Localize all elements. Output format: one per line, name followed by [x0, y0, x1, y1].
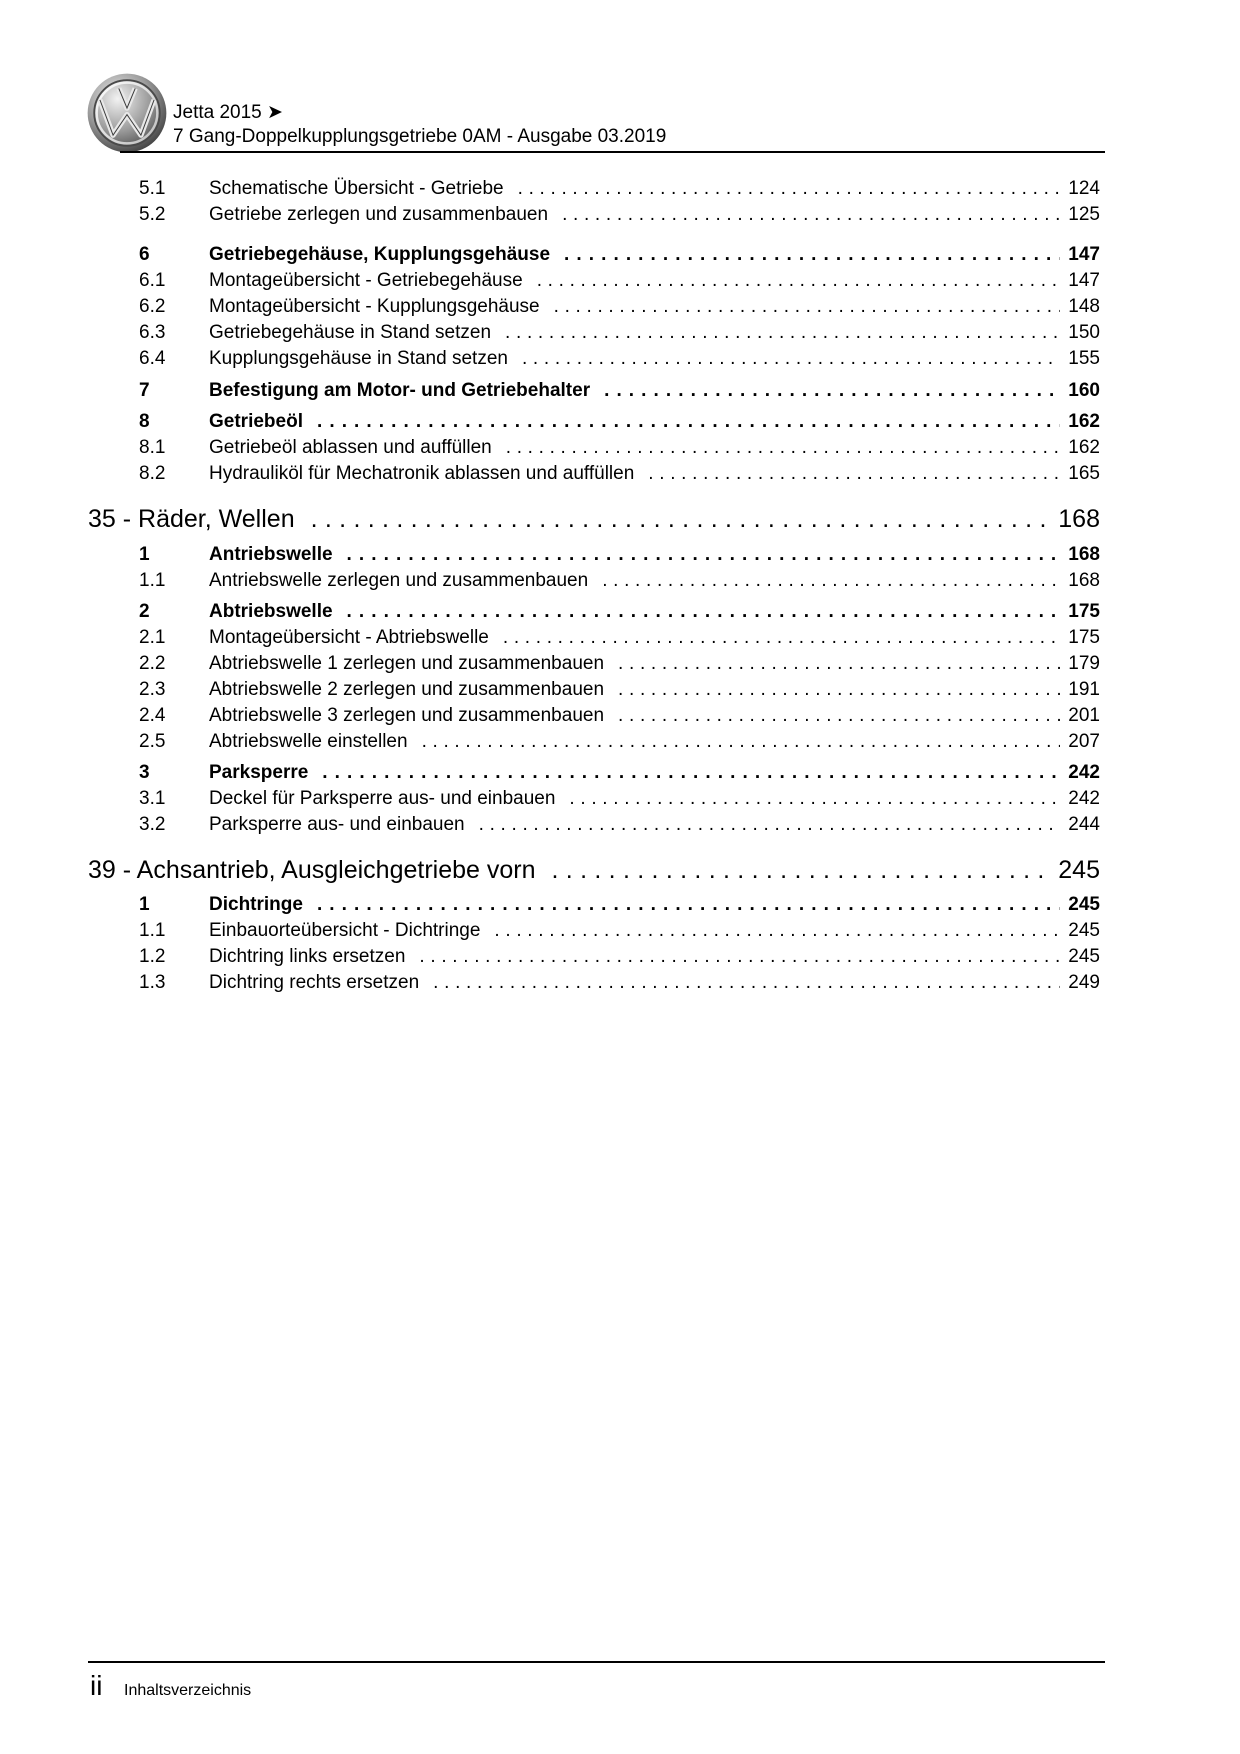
toc-entry-title: Einbauorteübersicht - Dichtringe — [209, 920, 481, 941]
toc-entry-title: Schematische Übersicht - Getriebe — [209, 178, 504, 199]
toc-subsection-entry[interactable] — [139, 972, 1100, 994]
footer-label: Inhaltsverzeichnis — [124, 1682, 252, 1699]
toc-subsection-entry[interactable] — [139, 920, 1100, 942]
toc-entry-title: Getriebeöl — [209, 411, 303, 432]
toc-dot-leader — [522, 348, 1060, 370]
toc-entry-title: Abtriebswelle 3 zerlegen und zusammenbauen — [209, 705, 605, 726]
toc-entry-title: 39 - Achsantrieb, Ausgleichgetriebe vorn — [88, 856, 536, 884]
toc-entry-page: 175 — [1068, 601, 1100, 622]
toc-entry-title: Parksperre aus- und einbauen — [209, 814, 465, 835]
toc-dot-leader — [505, 322, 1060, 344]
toc-dot-leader — [347, 601, 1061, 623]
toc-entry-number: 2 — [139, 601, 150, 622]
toc-entry-title: 35 - Räder, Wellen — [88, 505, 295, 533]
document-subtitle: 7 Gang-Doppelkupplungsgetriebe 0AM - Ausgabe 03.2019 — [173, 126, 667, 147]
toc-entry-number: 1 — [139, 544, 150, 565]
toc-subsection-entry[interactable] — [139, 322, 1100, 344]
toc-dot-leader — [604, 380, 1060, 402]
toc-entry-page: 155 — [1068, 348, 1100, 369]
toc-entry-number: 3.2 — [139, 814, 166, 835]
toc-dot-leader — [311, 505, 1055, 534]
toc-section-entry[interactable] — [139, 411, 1100, 433]
toc-subsection-entry[interactable] — [139, 627, 1100, 649]
toc-section-entry[interactable] — [139, 762, 1100, 784]
toc-entry-title: Abtriebswelle einstellen — [209, 731, 408, 752]
toc-subsection-entry[interactable] — [139, 705, 1100, 727]
toc-entry-title: Antriebswelle zerlegen und zusammenbauen — [209, 570, 589, 591]
toc-subsection-entry[interactable] — [139, 270, 1100, 292]
toc-dot-leader — [317, 411, 1060, 433]
toc-dot-leader — [569, 788, 1060, 810]
page-number: ii — [90, 1670, 103, 1701]
toc-entry-page: 242 — [1068, 762, 1100, 783]
toc-dot-leader — [648, 463, 1060, 485]
toc-entry-title: Abtriebswelle — [209, 601, 333, 622]
toc-entry-page: 168 — [1068, 570, 1100, 591]
toc-entry-page: 162 — [1068, 437, 1100, 458]
toc-entry-page: 162 — [1068, 411, 1100, 432]
toc-entry-number: 5.1 — [139, 178, 166, 199]
toc-entry-title: Parksperre — [209, 762, 309, 783]
toc-entry-number: 2.3 — [139, 679, 166, 700]
toc-subsection-entry[interactable] — [139, 463, 1100, 485]
toc-subsection-entry[interactable] — [139, 178, 1100, 200]
toc-section-entry[interactable] — [139, 244, 1100, 266]
toc-entry-page: 245 — [1068, 894, 1100, 915]
toc-entry-title: Hydrauliköl für Mechatronik ablassen und auffüllen — [209, 463, 635, 484]
toc-subsection-entry[interactable] — [139, 296, 1100, 318]
footer-divider — [88, 1661, 1105, 1663]
toc-chapter-entry[interactable] — [88, 856, 1100, 885]
toc-entry-page: 179 — [1068, 653, 1100, 674]
toc-subsection-entry[interactable] — [139, 348, 1100, 370]
toc-subsection-entry[interactable] — [139, 814, 1100, 836]
toc-entry-page: 147 — [1068, 244, 1100, 265]
vw-logo-icon — [86, 72, 168, 154]
toc-dot-leader — [479, 814, 1061, 836]
toc-chapter-entry[interactable] — [88, 505, 1100, 534]
toc-entry-page: 125 — [1068, 204, 1100, 225]
toc-entry-page: 124 — [1068, 178, 1100, 199]
toc-entry-number: 1.2 — [139, 946, 166, 967]
toc-entry-page: 207 — [1068, 731, 1100, 752]
toc-entry-page: 244 — [1068, 814, 1100, 835]
toc-entry-number: 2.4 — [139, 705, 166, 726]
toc-subsection-entry[interactable] — [139, 679, 1100, 701]
toc-entry-number: 5.2 — [139, 204, 166, 225]
toc-entry-title: Befestigung am Motor- und Getriebehalter — [209, 380, 591, 401]
toc-entry-number: 1.3 — [139, 972, 166, 993]
toc-dot-leader — [317, 894, 1060, 916]
toc-entry-page: 147 — [1068, 270, 1100, 291]
toc-entry-title: Dichtringe — [209, 894, 303, 915]
toc-entry-title: Getriebegehäuse, Kupplungsgehäuse — [209, 244, 551, 265]
toc-entry-page: 249 — [1068, 972, 1100, 993]
toc-entry-number: 6.3 — [139, 322, 166, 343]
toc-entry-page: 242 — [1068, 788, 1100, 809]
toc-dot-leader — [537, 270, 1061, 292]
toc-entry-number: 8.1 — [139, 437, 166, 458]
toc-dot-leader — [433, 972, 1060, 994]
document-title: Jetta 2015 ➤ — [173, 102, 283, 123]
toc-entry-number: 6.2 — [139, 296, 166, 317]
toc-entry-number: 1 — [139, 894, 150, 915]
toc-dot-leader — [518, 178, 1061, 200]
toc-subsection-entry[interactable] — [139, 946, 1100, 968]
toc-dot-leader — [506, 437, 1061, 459]
toc-section-entry[interactable] — [139, 380, 1100, 402]
toc-entry-page: 175 — [1068, 627, 1100, 648]
toc-subsection-entry[interactable] — [139, 788, 1100, 810]
toc-entry-page: 245 — [1058, 856, 1100, 884]
toc-subsection-entry[interactable] — [139, 653, 1100, 675]
toc-entry-page: 245 — [1068, 946, 1100, 967]
toc-dot-leader — [562, 204, 1060, 226]
toc-entry-page: 201 — [1068, 705, 1100, 726]
toc-entry-number: 3 — [139, 762, 150, 783]
toc-subsection-entry[interactable] — [139, 570, 1100, 592]
toc-subsection-entry[interactable] — [139, 731, 1100, 753]
toc-dot-leader — [419, 946, 1060, 968]
toc-subsection-entry[interactable] — [139, 204, 1100, 226]
toc-entry-page: 168 — [1058, 505, 1100, 533]
toc-section-entry[interactable] — [139, 544, 1100, 566]
toc-dot-leader — [552, 856, 1055, 885]
toc-dot-leader — [618, 679, 1060, 701]
toc-entry-title: Kupplungsgehäuse in Stand setzen — [209, 348, 508, 369]
toc-entry-title: Dichtring rechts ersetzen — [209, 972, 420, 993]
toc-dot-leader — [618, 653, 1060, 675]
toc-dot-leader — [554, 296, 1061, 318]
toc-entry-number: 1.1 — [139, 920, 166, 941]
toc-entry-title: Montageübersicht - Getriebegehäuse — [209, 270, 523, 291]
toc-entry-title: Getriebeöl ablassen und auffüllen — [209, 437, 492, 458]
toc-entry-page: 150 — [1068, 322, 1100, 343]
toc-entry-page: 148 — [1068, 296, 1100, 317]
toc-entry-page: 191 — [1068, 679, 1100, 700]
toc-dot-leader — [494, 920, 1060, 942]
toc-dot-leader — [347, 544, 1061, 566]
toc-entry-title: Montageübersicht - Abtriebswelle — [209, 627, 489, 648]
toc-entry-number: 1.1 — [139, 570, 166, 591]
toc-entry-number: 2.1 — [139, 627, 166, 648]
toc-dot-leader — [322, 762, 1060, 784]
toc-entry-title: Abtriebswelle 1 zerlegen und zusammenbauen — [209, 653, 605, 674]
toc-section-entry[interactable] — [139, 601, 1100, 623]
toc-entry-number: 7 — [139, 380, 150, 401]
toc-section-entry[interactable] — [139, 894, 1100, 916]
toc-entry-page: 168 — [1068, 544, 1100, 565]
toc-entry-number: 6.4 — [139, 348, 166, 369]
header-divider — [120, 151, 1105, 153]
toc-subsection-entry[interactable] — [139, 437, 1100, 459]
toc-entry-page: 160 — [1068, 380, 1100, 401]
toc-dot-leader — [422, 731, 1061, 753]
toc-entry-title: Antriebswelle — [209, 544, 333, 565]
toc-entry-title: Getriebegehäuse in Stand setzen — [209, 322, 492, 343]
toc-entry-title: Abtriebswelle 2 zerlegen und zusammenbauen — [209, 679, 605, 700]
toc-entry-page: 245 — [1068, 920, 1100, 941]
toc-entry-number: 2.5 — [139, 731, 166, 752]
toc-entry-title: Deckel für Parksperre aus- und einbauen — [209, 788, 556, 809]
toc-entry-page: 165 — [1068, 463, 1100, 484]
toc-entry-title: Dichtring links ersetzen — [209, 946, 406, 967]
toc-entry-number: 6 — [139, 244, 150, 265]
toc-entry-number: 8.2 — [139, 463, 166, 484]
toc-dot-leader — [602, 570, 1060, 592]
toc-entry-number: 3.1 — [139, 788, 166, 809]
toc-entry-number: 2.2 — [139, 653, 166, 674]
toc-dot-leader — [618, 705, 1060, 727]
toc-entry-title: Getriebe zerlegen und zusammenbauen — [209, 204, 549, 225]
toc-dot-leader — [503, 627, 1060, 649]
toc-entry-number: 8 — [139, 411, 150, 432]
toc-entry-number: 6.1 — [139, 270, 166, 291]
toc-dot-leader — [564, 244, 1060, 266]
toc-entry-title: Montageübersicht - Kupplungsgehäuse — [209, 296, 540, 317]
